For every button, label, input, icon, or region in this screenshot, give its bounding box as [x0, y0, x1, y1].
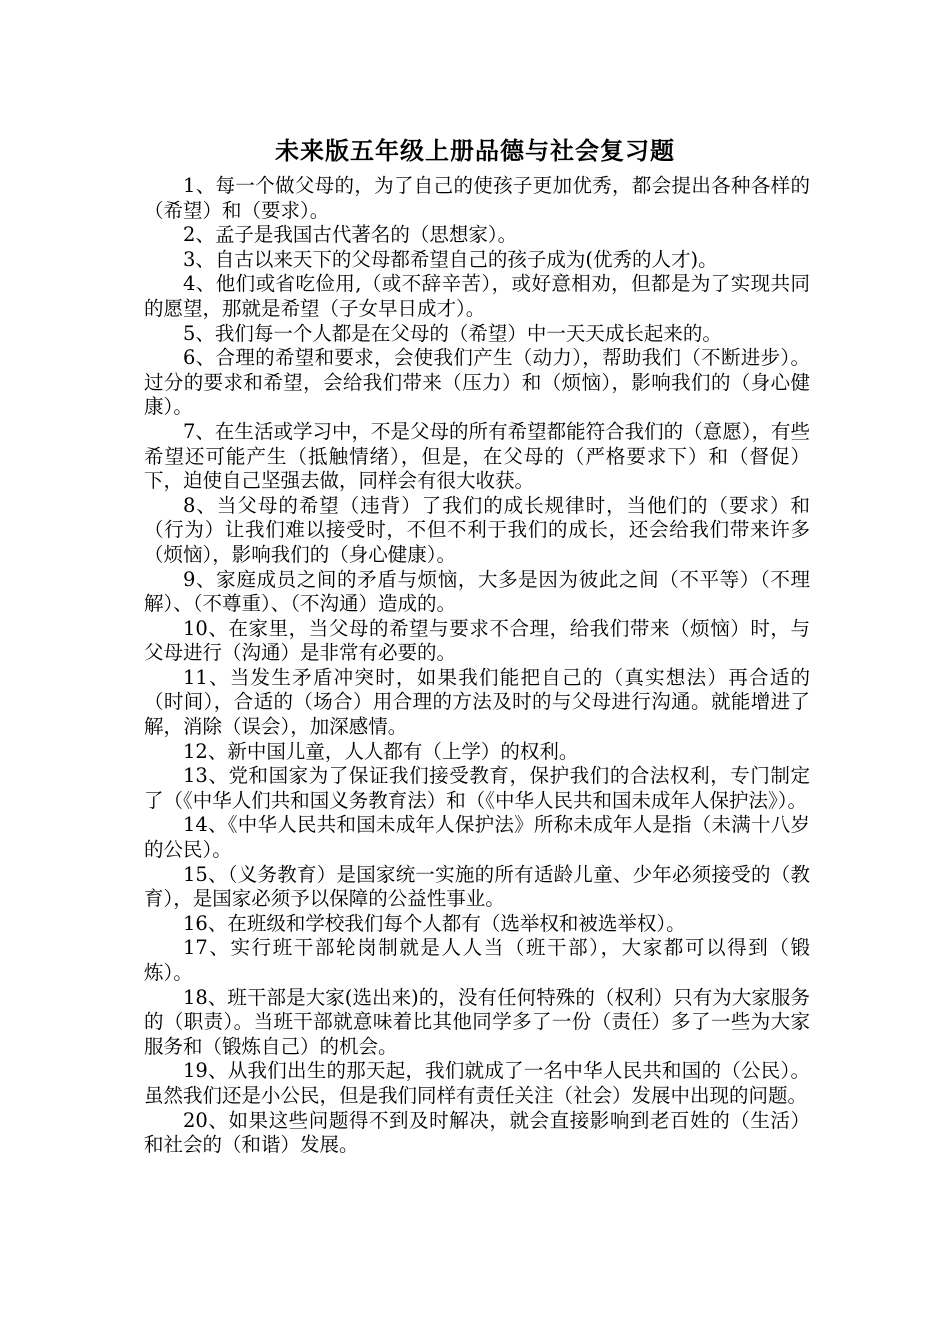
document-title: 未来版五年级上册品德与社会复习题 — [275, 136, 675, 165]
question-paragraph: 6、合理的希望和要求，会使我们产生（动力），帮助我们（不断进步）。过分的要求和希望，会给我们带来（压力）和（烦恼），影响我们的（身心健康）。 — [144, 346, 810, 419]
question-paragraph: 13、党和国家为了保证我们接受教育，保护我们的合法权利，专门制定了（《中华人们共和国义务教育法）和（《中华人民共和国未成年人保护法》）。 — [144, 764, 810, 812]
question-paragraph: 7、在生活或学习中，不是父母的所有希望都能符合我们的（意愿），有些希望还可能产生（抵触情绪），但是，在父母的（严格要求下）和（督促）下，迫使自己坚强去做，同样会有很大收获。 — [144, 419, 810, 493]
question-paragraph: 12、新中国儿童，人人都有（上学）的权利。 — [183, 739, 579, 763]
question-paragraph: 1、每一个做父母的，为了自己的使孩子更加优秀，都会提出各种各样的（希望）和（要求）。 — [144, 174, 810, 222]
question-paragraph: 3、自古以来天下的父母都希望自己的孩子成为(优秀的人才)。 — [183, 247, 718, 271]
question-paragraph: 15、（义务教育）是国家统一实施的所有适龄儿童、少年必须接受的（教育），是国家必须予以保障的公益性事业。 — [144, 862, 810, 911]
question-paragraph: 5、我们每一个人都是在父母的（希望）中一天天成长起来的。 — [183, 321, 722, 345]
question-paragraph: 8、当父母的希望（违背）了我们的成长规律时，当他们的（要求）和（行为）让我们难以接受时，不但不利于我们的成长，还会给我们带来许多（烦恼），影响我们的（身心健康）。 — [144, 493, 810, 566]
question-paragraph: 4、他们或省吃俭用,（或不辞辛苦），或好意相劝，但都是为了实现共同的愿望，那就是希望（子女早日成才）。 — [144, 272, 810, 320]
question-paragraph: 19、从我们出生的那天起，我们就成了一名中华人民共和国的（公民）。虽然我们还是小公民，但是我们同样有责任关注（社会）发展中出现的问题。 — [144, 1059, 810, 1107]
question-paragraph: 17、实行班干部轮岗制就是人人当（班干部），大家都可以得到（锻炼）。 — [144, 936, 810, 984]
question-paragraph: 18、班干部是大家(选出来)的，没有任何特殊的（权利）只有为大家服务的（职责）。当班干部就意味着比其他同学多了一份（责任）多了一些为大家服务和（锻炼自己）的机会。 — [144, 985, 810, 1058]
question-paragraph: 14、《中华人民共和国未成年人保护法》所称未成年人是指（未满十八岁的公民）。 — [144, 813, 810, 862]
question-paragraph: 2、孟子是我国古代著名的（思想家）。 — [183, 223, 518, 247]
question-paragraph: 20、如果这些问题得不到及时解决，就会直接影响到老百姓的（生活）和社会的（和谐）发展。 — [144, 1108, 810, 1157]
question-paragraph: 10、在家里，当父母的希望与要求不合理，给我们带来（烦恼）时，与父母进行（沟通）是非常有必要的。 — [144, 616, 810, 665]
question-paragraph: 9、家庭成员之间的矛盾与烦恼，大多是因为彼此之间（不平等）（不理解）、（不尊重）、（不沟通）造成的。 — [144, 567, 810, 616]
question-paragraph: 11、当发生矛盾冲突时，如果我们能把自己的（真实想法）再合适的（时间），合适的（场合）用合理的方法及时的与父母进行沟通。就能增进了解，消除（误会），加深感情。 — [144, 665, 810, 739]
document-body — [144, 174, 810, 1158]
question-paragraph: 16、在班级和学校我们每个人都有（选举权和被选举权）。 — [183, 911, 686, 935]
